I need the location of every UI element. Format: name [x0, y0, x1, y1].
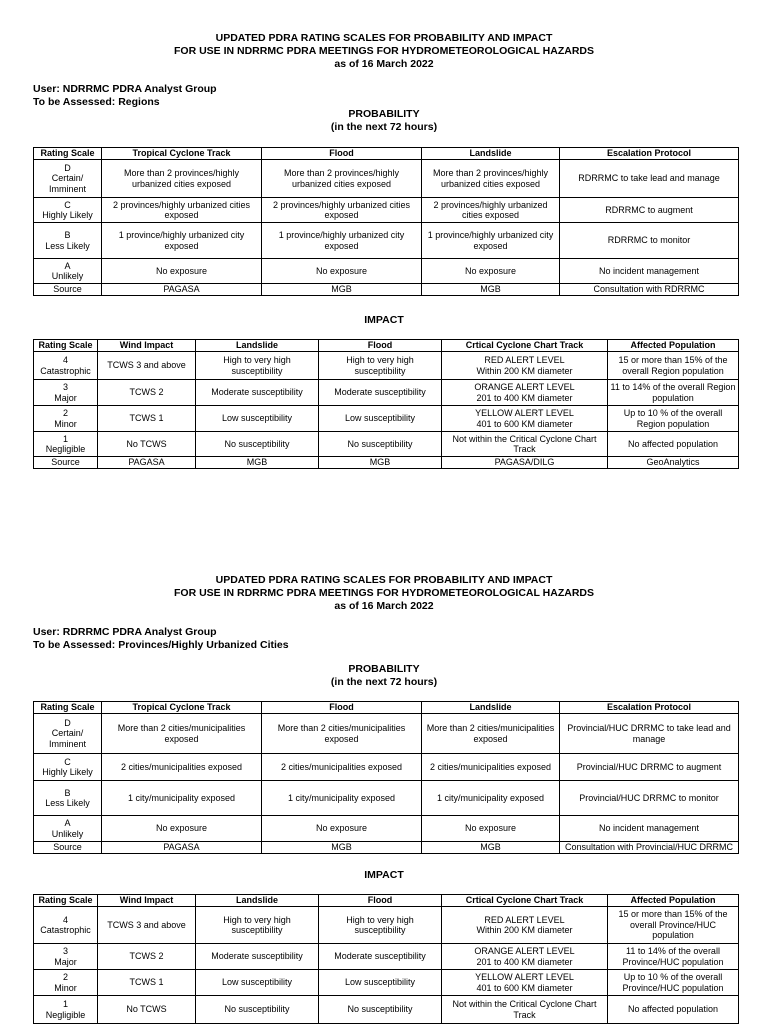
table-cell: 2 provinces/highly urbanized cities exposed: [102, 198, 262, 223]
table-cell: RDRRMC to monitor: [560, 223, 739, 259]
rating-scale-cell: A Unlikely: [34, 816, 102, 842]
table-cell: No exposure: [422, 816, 560, 842]
column-header: Flood: [262, 148, 422, 160]
table-cell: No incident management: [560, 816, 739, 842]
table-cell: No susceptibility: [196, 432, 319, 457]
table-row: [34, 160, 739, 198]
table-cell: MGB: [196, 457, 319, 469]
table-cell: Provincial/HUC DRRMC to monitor: [560, 781, 739, 816]
table-cell: No exposure: [262, 259, 422, 284]
table-cell: Up to 10 % of the overall Province/HUC population: [608, 970, 739, 996]
column-header: Rating Scale: [34, 148, 102, 160]
assessment-meta: [0, 626, 768, 651]
column-header: Flood: [319, 340, 442, 352]
table-cell: No TCWS: [98, 432, 196, 457]
assessed-label: To be Assessed: Provinces/Highly Urbanized Cities: [33, 638, 289, 651]
probability-title: PROBABILITY: [348, 663, 420, 675]
table-row: [34, 816, 739, 842]
column-header: Rating Scale: [34, 340, 98, 352]
rating-scale-cell: Source: [34, 457, 98, 469]
assessed-label: To be Assessed: Regions: [33, 95, 160, 108]
title-line: FOR USE IN RDRRMC PDRA MEETINGS FOR HYDROMETEOROLOGICAL HAZARDS: [173, 587, 594, 599]
title-line: FOR USE IN NDRRMC PDRA MEETINGS FOR HYDROMETEOROLOGICAL HAZARDS: [173, 45, 594, 57]
table-cell: Moderate susceptibility: [319, 944, 442, 970]
table-row: [34, 259, 739, 284]
table-cell: No exposure: [262, 816, 422, 842]
table-cell: High to very high susceptibility: [319, 907, 442, 944]
document-title: [0, 574, 768, 613]
table-cell: Low susceptibility: [196, 970, 319, 996]
table-cell: 2 provinces/highly urbanized cities exposed: [262, 198, 422, 223]
impact-table: [33, 894, 739, 1024]
probability-subtitle: (in the next 72 hours): [330, 675, 438, 688]
table-cell: Moderate susceptibility: [196, 380, 319, 406]
table-cell: TCWS 3 and above: [98, 352, 196, 380]
impact-table: [33, 339, 739, 469]
table-row: [34, 754, 739, 781]
rating-scale-cell: 1 Negligible: [34, 996, 98, 1024]
table-cell: 2 cities/municipalities exposed: [262, 754, 422, 781]
title-line: as of 16 March 2022: [334, 600, 434, 612]
table-cell: More than 2 provinces/highly urbanized cities exposed: [422, 160, 560, 198]
column-header: Landslide: [196, 895, 319, 907]
table-row: [34, 996, 739, 1024]
rating-scale-cell: B Less Likely: [34, 781, 102, 816]
table-cell: 1 city/municipality exposed: [102, 781, 262, 816]
probability-heading: [0, 108, 768, 133]
document-title: [0, 32, 768, 71]
table-cell: 15 or more than 15% of the overall Province/HUC population: [608, 907, 739, 944]
rating-scale-cell: B Less Likely: [34, 223, 102, 259]
table-cell: TCWS 1: [98, 406, 196, 432]
impact-title: IMPACT: [364, 869, 404, 881]
table-cell: 1 city/municipality exposed: [422, 781, 560, 816]
table-row: [34, 380, 739, 406]
table-cell: No susceptibility: [319, 996, 442, 1024]
table-cell: MGB: [262, 842, 422, 854]
table-header-row: [34, 340, 739, 352]
assessment-meta: [0, 83, 768, 108]
rating-scale-cell: C Highly Likely: [34, 754, 102, 781]
table-row: [34, 406, 739, 432]
rating-scale-cell: A Unlikely: [34, 259, 102, 284]
table-cell: No affected population: [608, 996, 739, 1024]
table-row: [34, 198, 739, 223]
table-cell: More than 2 cities/municipalities exposed: [102, 714, 262, 754]
table-cell: TCWS 2: [98, 944, 196, 970]
table-header-row: [34, 702, 739, 714]
rating-scale-cell: 3 Major: [34, 380, 98, 406]
rating-scale-cell: D Certain/ Imminent: [34, 160, 102, 198]
table-cell: No incident management: [560, 259, 739, 284]
table-cell: TCWS 2: [98, 380, 196, 406]
table-cell: YELLOW ALERT LEVEL 401 to 600 KM diameter: [442, 406, 608, 432]
table-cell: MGB: [422, 284, 560, 296]
table-cell: Provincial/HUC DRRMC to augment: [560, 754, 739, 781]
table-cell: No susceptibility: [319, 432, 442, 457]
table-cell: 1 province/highly urbanized city exposed: [102, 223, 262, 259]
rating-scale-cell: D Certain/ Imminent: [34, 714, 102, 754]
table-cell: YELLOW ALERT LEVEL 401 to 600 KM diameter: [442, 970, 608, 996]
probability-table: [33, 701, 739, 854]
column-header: Crtical Cyclone Chart Track: [442, 895, 608, 907]
title-line: UPDATED PDRA RATING SCALES FOR PROBABILITY AND IMPACT: [215, 574, 553, 586]
title-line: as of 16 March 2022: [334, 58, 434, 70]
probability-heading: [0, 663, 768, 688]
column-header: Rating Scale: [34, 895, 98, 907]
table-cell: Consultation with Provincial/HUC DRRMC: [560, 842, 739, 854]
rating-scale-cell: 3 Major: [34, 944, 98, 970]
table-row: [34, 970, 739, 996]
rating-scale-cell: 4 Catastrophic: [34, 352, 98, 380]
table-cell: More than 2 cities/municipalities exposed: [422, 714, 560, 754]
table-row: [34, 223, 739, 259]
column-header: Wind Impact: [98, 895, 196, 907]
table-cell: MGB: [262, 284, 422, 296]
table-cell: Up to 10 % of the overall Region population: [608, 406, 739, 432]
column-header: Landslide: [422, 148, 560, 160]
column-header: Wind Impact: [98, 340, 196, 352]
table-cell: RED ALERT LEVEL Within 200 KM diameter: [442, 352, 608, 380]
table-cell: 1 city/municipality exposed: [262, 781, 422, 816]
table-header-row: [34, 148, 739, 160]
table-row: [34, 714, 739, 754]
user-label: User: RDRRMC PDRA Analyst Group: [33, 626, 217, 638]
rating-scale-cell: Source: [34, 284, 102, 296]
column-header: Flood: [262, 702, 422, 714]
table-cell: Not within the Critical Cyclone Chart Track: [442, 996, 608, 1024]
table-cell: Low susceptibility: [196, 406, 319, 432]
table-cell: PAGASA: [102, 284, 262, 296]
table-cell: More than 2 provinces/highly urbanized cities exposed: [102, 160, 262, 198]
rating-scale-cell: 1 Negligible: [34, 432, 98, 457]
source-row: [34, 284, 739, 296]
table-cell: RED ALERT LEVEL Within 200 KM diameter: [442, 907, 608, 944]
table-row: [34, 432, 739, 457]
source-row: [34, 842, 739, 854]
table-cell: 1 province/highly urbanized city exposed: [422, 223, 560, 259]
column-header: Affected Population: [608, 340, 739, 352]
table-cell: High to very high susceptibility: [196, 352, 319, 380]
table-cell: MGB: [319, 457, 442, 469]
table-cell: Consultation with RDRRMC: [560, 284, 739, 296]
table-cell: ORANGE ALERT LEVEL 201 to 400 KM diameter: [442, 380, 608, 406]
table-cell: No exposure: [102, 259, 262, 284]
table-cell: TCWS 3 and above: [98, 907, 196, 944]
column-header: Crtical Cyclone Chart Track: [442, 340, 608, 352]
table-cell: Provincial/HUC DRRMC to take lead and manage: [560, 714, 739, 754]
table-cell: MGB: [422, 842, 560, 854]
rating-scale-cell: 2 Minor: [34, 406, 98, 432]
column-header: Tropical Cyclone Track: [102, 148, 262, 160]
table-cell: PAGASA: [98, 457, 196, 469]
table-cell: PAGASA/DILG: [442, 457, 608, 469]
title-line: UPDATED PDRA RATING SCALES FOR PROBABILITY AND IMPACT: [215, 32, 553, 44]
rating-scale-cell: 4 Catastrophic: [34, 907, 98, 944]
rating-scale-cell: 2 Minor: [34, 970, 98, 996]
table-cell: 2 provinces/highly urbanized cities exposed: [422, 198, 560, 223]
table-cell: More than 2 provinces/highly urbanized cities exposed: [262, 160, 422, 198]
table-cell: 1 province/highly urbanized city exposed: [262, 223, 422, 259]
table-cell: 15 or more than 15% of the overall Region population: [608, 352, 739, 380]
probability-subtitle: (in the next 72 hours): [330, 120, 438, 133]
table-cell: 2 cities/municipalities exposed: [102, 754, 262, 781]
table-row: [34, 907, 739, 944]
table-cell: Moderate susceptibility: [319, 380, 442, 406]
table-cell: Low susceptibility: [319, 406, 442, 432]
column-header: Escalation Protocol: [560, 702, 739, 714]
column-header: Landslide: [196, 340, 319, 352]
table-cell: TCWS 1: [98, 970, 196, 996]
table-cell: 11 to 14% of the overall Province/HUC population: [608, 944, 739, 970]
table-cell: RDRRMC to augment: [560, 198, 739, 223]
user-label: User: NDRRMC PDRA Analyst Group: [33, 83, 217, 95]
table-cell: No susceptibility: [196, 996, 319, 1024]
column-header: Escalation Protocol: [560, 148, 739, 160]
table-cell: ORANGE ALERT LEVEL 201 to 400 KM diameter: [442, 944, 608, 970]
source-row: [34, 457, 739, 469]
table-cell: No exposure: [422, 259, 560, 284]
table-cell: More than 2 cities/municipalities exposed: [262, 714, 422, 754]
table-cell: Moderate susceptibility: [196, 944, 319, 970]
probability-title: PROBABILITY: [348, 108, 420, 120]
table-cell: No TCWS: [98, 996, 196, 1024]
table-cell: RDRRMC to take lead and manage: [560, 160, 739, 198]
table-cell: High to very high susceptibility: [196, 907, 319, 944]
table-cell: No affected population: [608, 432, 739, 457]
table-row: [34, 944, 739, 970]
impact-title: IMPACT: [364, 314, 404, 326]
table-row: [34, 781, 739, 816]
column-header: Tropical Cyclone Track: [102, 702, 262, 714]
probability-table: [33, 147, 739, 296]
table-cell: 11 to 14% of the overall Region population: [608, 380, 739, 406]
table-cell: Low susceptibility: [319, 970, 442, 996]
column-header: Landslide: [422, 702, 560, 714]
column-header: Rating Scale: [34, 702, 102, 714]
table-row: [34, 352, 739, 380]
table-cell: Not within the Critical Cyclone Chart Track: [442, 432, 608, 457]
table-cell: 2 cities/municipalities exposed: [422, 754, 560, 781]
column-header: Flood: [319, 895, 442, 907]
table-cell: GeoAnalytics: [608, 457, 739, 469]
column-header: Affected Population: [608, 895, 739, 907]
table-cell: No exposure: [102, 816, 262, 842]
table-cell: PAGASA: [102, 842, 262, 854]
table-header-row: [34, 895, 739, 907]
rating-scale-cell: Source: [34, 842, 102, 854]
rating-scale-cell: C Highly Likely: [34, 198, 102, 223]
table-cell: High to very high susceptibility: [319, 352, 442, 380]
